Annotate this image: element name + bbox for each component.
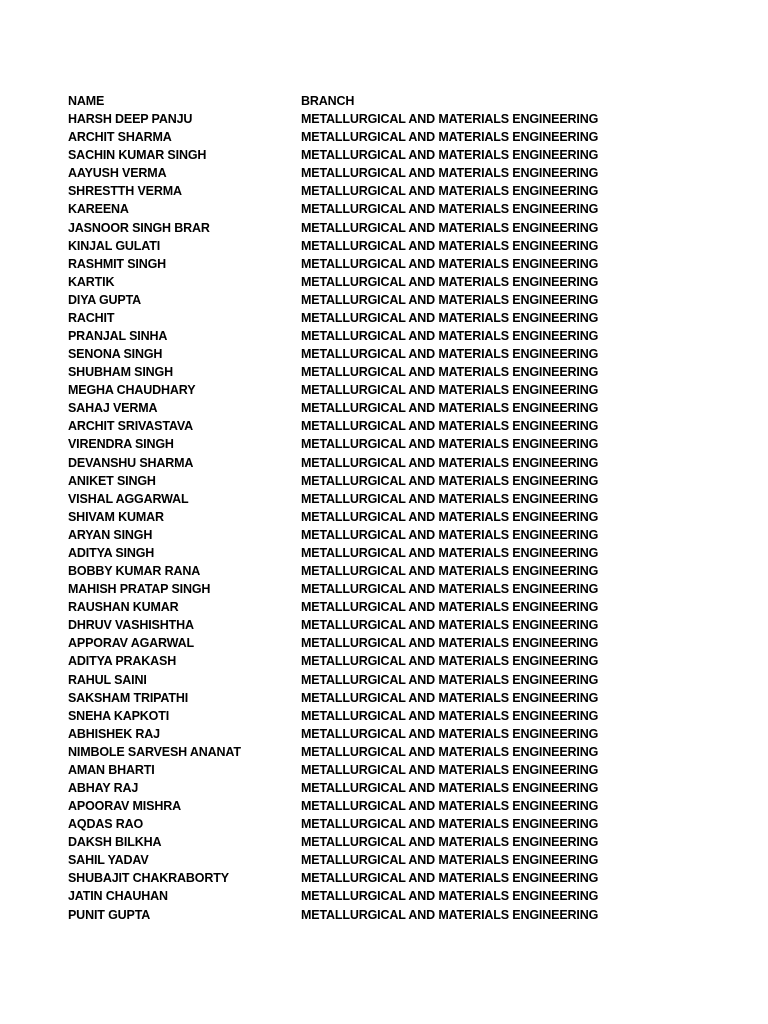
- table-row: [0, 417, 768, 435]
- branch-column-header: BRANCH: [301, 94, 355, 108]
- table-row: [0, 797, 768, 815]
- student-name-cell: KARTIK: [68, 274, 115, 289]
- table-row: [0, 472, 768, 490]
- name-column-header: NAME: [68, 94, 105, 108]
- student-branch-cell: METALLURGICAL AND MATERIALS ENGINEERING: [301, 672, 599, 687]
- student-name-cell: JATIN CHAUHAN: [68, 889, 168, 904]
- table-header-row: [0, 92, 768, 110]
- table-row: [0, 833, 768, 851]
- table-row: [0, 128, 768, 146]
- student-branch-cell: METALLURGICAL AND MATERIALS ENGINEERING: [301, 329, 599, 344]
- student-branch-cell: METALLURGICAL AND MATERIALS ENGINEERING: [301, 636, 599, 651]
- student-branch-cell: METALLURGICAL AND MATERIALS ENGINEERING: [301, 473, 599, 488]
- table-row: [0, 725, 768, 743]
- student-name-cell: SHIVAM KUMAR: [68, 509, 164, 524]
- student-branch-cell: METALLURGICAL AND MATERIALS ENGINEERING: [301, 744, 599, 759]
- student-name-cell: DIYA GUPTA: [68, 292, 142, 307]
- student-name-cell: ARCHIT SHARMA: [68, 130, 172, 145]
- student-branch-cell: METALLURGICAL AND MATERIALS ENGINEERING: [301, 853, 599, 868]
- table-row: [0, 562, 768, 580]
- student-branch-cell: METALLURGICAL AND MATERIALS ENGINEERING: [301, 545, 599, 560]
- student-name-cell: DHRUV VASHISHTHA: [68, 618, 194, 633]
- student-branch-cell: METALLURGICAL AND MATERIALS ENGINEERING: [301, 509, 599, 524]
- table-row: [0, 200, 768, 218]
- table-row: [0, 671, 768, 689]
- table-row: [0, 580, 768, 598]
- student-name-cell: MEGHA CHAUDHARY: [68, 383, 196, 398]
- student-branch-cell: METALLURGICAL AND MATERIALS ENGINEERING: [301, 762, 599, 777]
- student-branch-cell: METALLURGICAL AND MATERIALS ENGINEERING: [301, 383, 599, 398]
- student-branch-cell: METALLURGICAL AND MATERIALS ENGINEERING: [301, 401, 599, 416]
- student-name-cell: ANIKET SINGH: [68, 473, 156, 488]
- table-row: [0, 219, 768, 237]
- student-branch-cell: METALLURGICAL AND MATERIALS ENGINEERING: [301, 726, 599, 741]
- student-name-cell: ARYAN SINGH: [68, 527, 153, 542]
- student-name-cell: RAHUL SAINI: [68, 672, 147, 687]
- student-branch-cell: METALLURGICAL AND MATERIALS ENGINEERING: [301, 799, 599, 814]
- student-table: [0, 92, 768, 924]
- student-branch-cell: METALLURGICAL AND MATERIALS ENGINEERING: [301, 708, 599, 723]
- student-branch-cell: METALLURGICAL AND MATERIALS ENGINEERING: [301, 202, 599, 217]
- table-row: [0, 652, 768, 670]
- student-branch-cell: METALLURGICAL AND MATERIALS ENGINEERING: [301, 437, 599, 452]
- student-name-cell: DEVANSHU SHARMA: [68, 455, 194, 470]
- student-name-cell: NIMBOLE SARVESH ANANAT: [68, 744, 241, 759]
- student-name-cell: AAYUSH VERMA: [68, 166, 167, 181]
- table-row: [0, 887, 768, 905]
- student-branch-cell: METALLURGICAL AND MATERIALS ENGINEERING: [301, 491, 599, 506]
- student-name-cell: ADITYA SINGH: [68, 545, 155, 560]
- student-name-cell: RASHMIT SINGH: [68, 256, 167, 271]
- student-name-cell: SHRESTTH VERMA: [68, 184, 182, 199]
- student-name-cell: AMAN BHARTI: [68, 762, 155, 777]
- table-row: [0, 616, 768, 634]
- table-row: [0, 237, 768, 255]
- table-row: [0, 345, 768, 363]
- table-row: [0, 743, 768, 761]
- table-body: [0, 110, 768, 924]
- student-name-cell: SAKSHAM TRIPATHI: [68, 690, 189, 705]
- student-branch-cell: METALLURGICAL AND MATERIALS ENGINEERING: [301, 184, 599, 199]
- student-branch-cell: METALLURGICAL AND MATERIALS ENGINEERING: [301, 618, 599, 633]
- student-name-cell: SENONA SINGH: [68, 347, 163, 362]
- student-branch-cell: METALLURGICAL AND MATERIALS ENGINEERING: [301, 817, 599, 832]
- table-row: [0, 309, 768, 327]
- student-branch-cell: METALLURGICAL AND MATERIALS ENGINEERING: [301, 310, 599, 325]
- student-name-cell: ABHAY RAJ: [68, 780, 139, 795]
- student-branch-cell: METALLURGICAL AND MATERIALS ENGINEERING: [301, 220, 599, 235]
- table-row: [0, 761, 768, 779]
- table-row: [0, 906, 768, 924]
- student-name-cell: HARSH DEEP PANJU: [68, 112, 193, 127]
- table-row: [0, 526, 768, 544]
- student-branch-cell: METALLURGICAL AND MATERIALS ENGINEERING: [301, 130, 599, 145]
- table-row: [0, 146, 768, 164]
- student-name-cell: ABHISHEK RAJ: [68, 726, 160, 741]
- student-name-cell: SHUBHAM SINGH: [68, 365, 173, 380]
- student-name-cell: SACHIN KUMAR SINGH: [68, 148, 207, 163]
- table-row: [0, 851, 768, 869]
- table-row: [0, 327, 768, 345]
- student-branch-cell: METALLURGICAL AND MATERIALS ENGINEERING: [301, 600, 599, 615]
- student-branch-cell: METALLURGICAL AND MATERIALS ENGINEERING: [301, 690, 599, 705]
- table-row: [0, 634, 768, 652]
- student-branch-cell: METALLURGICAL AND MATERIALS ENGINEERING: [301, 166, 599, 181]
- student-name-cell: MAHISH PRATAP SINGH: [68, 582, 211, 597]
- student-name-cell: ARCHIT SRIVASTAVA: [68, 419, 193, 434]
- table-row: [0, 182, 768, 200]
- student-branch-cell: METALLURGICAL AND MATERIALS ENGINEERING: [301, 148, 599, 163]
- table-row: [0, 544, 768, 562]
- table-row: [0, 689, 768, 707]
- student-branch-cell: METALLURGICAL AND MATERIALS ENGINEERING: [301, 907, 599, 922]
- student-branch-cell: METALLURGICAL AND MATERIALS ENGINEERING: [301, 654, 599, 669]
- student-name-cell: ADITYA PRAKASH: [68, 654, 177, 669]
- student-name-cell: DAKSH BILKHA: [68, 835, 162, 850]
- student-name-cell: SAHAJ VERMA: [68, 401, 158, 416]
- student-branch-cell: METALLURGICAL AND MATERIALS ENGINEERING: [301, 582, 599, 597]
- student-name-cell: APPORAV AGARWAL: [68, 636, 194, 651]
- student-branch-cell: METALLURGICAL AND MATERIALS ENGINEERING: [301, 419, 599, 434]
- table-row: [0, 454, 768, 472]
- student-branch-cell: METALLURGICAL AND MATERIALS ENGINEERING: [301, 871, 599, 886]
- table-row: [0, 291, 768, 309]
- table-row: [0, 255, 768, 273]
- table-row: [0, 869, 768, 887]
- student-branch-cell: METALLURGICAL AND MATERIALS ENGINEERING: [301, 889, 599, 904]
- student-branch-cell: METALLURGICAL AND MATERIALS ENGINEERING: [301, 238, 599, 253]
- student-name-cell: VIRENDRA SINGH: [68, 437, 174, 452]
- student-name-cell: SNEHA KAPKOTI: [68, 708, 170, 723]
- student-name-cell: VISHAL AGGARWAL: [68, 491, 189, 506]
- student-branch-cell: METALLURGICAL AND MATERIALS ENGINEERING: [301, 112, 599, 127]
- table-row: [0, 435, 768, 453]
- table-row: [0, 381, 768, 399]
- student-branch-cell: METALLURGICAL AND MATERIALS ENGINEERING: [301, 835, 599, 850]
- table-row: [0, 363, 768, 381]
- table-row: [0, 815, 768, 833]
- student-branch-cell: METALLURGICAL AND MATERIALS ENGINEERING: [301, 564, 599, 579]
- student-name-cell: SAHIL YADAV: [68, 853, 149, 868]
- table-row: [0, 707, 768, 725]
- student-branch-cell: METALLURGICAL AND MATERIALS ENGINEERING: [301, 274, 599, 289]
- student-branch-cell: METALLURGICAL AND MATERIALS ENGINEERING: [301, 292, 599, 307]
- table-row: [0, 508, 768, 526]
- student-name-cell: PUNIT GUPTA: [68, 907, 151, 922]
- student-name-cell: KAREENA: [68, 202, 129, 217]
- student-name-cell: BOBBY KUMAR RANA: [68, 564, 201, 579]
- table-row: [0, 490, 768, 508]
- student-name-cell: AQDAS RAO: [68, 817, 144, 832]
- student-branch-cell: METALLURGICAL AND MATERIALS ENGINEERING: [301, 347, 599, 362]
- table-row: [0, 399, 768, 417]
- table-row: [0, 110, 768, 128]
- table-row: [0, 779, 768, 797]
- student-name-cell: JASNOOR SINGH BRAR: [68, 220, 210, 235]
- student-name-cell: RAUSHAN KUMAR: [68, 600, 179, 615]
- student-name-cell: KINJAL GULATI: [68, 238, 161, 253]
- student-branch-cell: METALLURGICAL AND MATERIALS ENGINEERING: [301, 527, 599, 542]
- student-branch-cell: METALLURGICAL AND MATERIALS ENGINEERING: [301, 365, 599, 380]
- student-name-cell: RACHIT: [68, 310, 115, 325]
- student-name-cell: PRANJAL SINHA: [68, 329, 168, 344]
- table-row: [0, 164, 768, 182]
- table-row: [0, 273, 768, 291]
- student-name-cell: SHUBAJIT CHAKRABORTY: [68, 871, 229, 886]
- table-row: [0, 598, 768, 616]
- student-branch-cell: METALLURGICAL AND MATERIALS ENGINEERING: [301, 780, 599, 795]
- student-branch-cell: METALLURGICAL AND MATERIALS ENGINEERING: [301, 455, 599, 470]
- student-name-cell: APOORAV MISHRA: [68, 799, 181, 814]
- student-branch-cell: METALLURGICAL AND MATERIALS ENGINEERING: [301, 256, 599, 271]
